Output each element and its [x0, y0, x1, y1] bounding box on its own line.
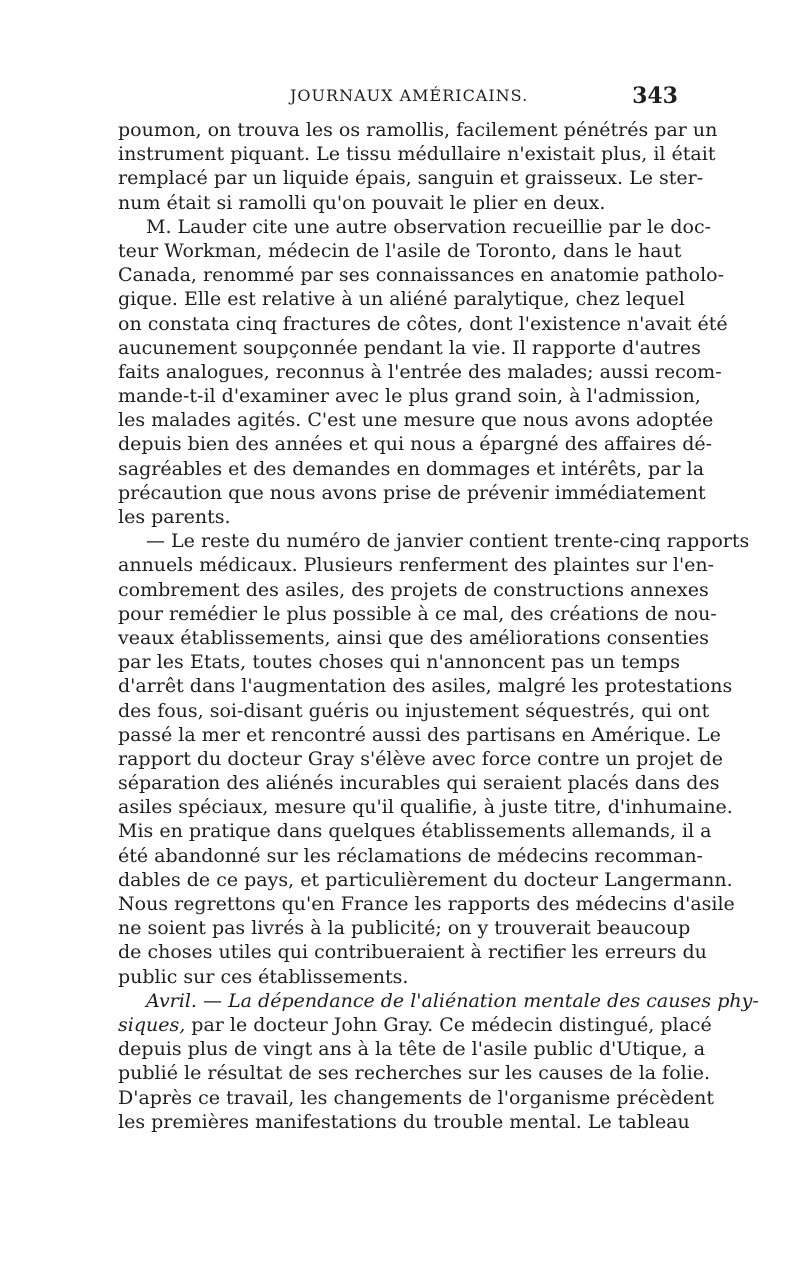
- text-line: veaux établissements, ainsi que des améliorations consenties: [118, 626, 709, 649]
- text-line: Nous regrettons qu'en France les rapports des médecins d'asile: [118, 893, 735, 915]
- text-line: les premières manifestations du trouble mental. Le tableau: [118, 1110, 690, 1133]
- text-line: de choses utiles qui contribueraient à rectifier les erreurs du: [118, 941, 707, 964]
- text-line: Canada, renommé par ses connaissances en anatomie patholo-: [118, 264, 725, 287]
- running-head: [118, 83, 680, 112]
- text-line: instrument piquant. Le tissu médullaire n'existait plus, il était: [118, 143, 716, 166]
- text-line: rapport du docteur Gray s'élève avec force contre un projet de: [118, 747, 723, 770]
- text-segment: par le docteur John Gray. Ce médecin distingué, placé: [185, 1013, 712, 1036]
- page-number: 343: [632, 83, 678, 109]
- text-line: ne soient pas livrés à la publicité; on y trouverait beaucoup: [118, 917, 691, 940]
- text-line: combrement des asiles, des projets de constructions annexes: [118, 578, 709, 601]
- text-line: dables de ce pays, et particulièrement du docteur Langermann.: [118, 868, 733, 891]
- text-line: num était si ramolli qu'on pouvait le plier en deux.: [118, 191, 606, 214]
- avril-line-1: [118, 989, 759, 1013]
- text-line: sagréables et des demandes en dommages et intérêts, par la: [118, 457, 705, 480]
- text-line: séparation des aliénés incurables qui seraient placés dans des: [118, 772, 720, 795]
- text-line: depuis bien des années et qui nous a épargné des affaires dé-: [118, 433, 713, 456]
- text-line: d'arrêt dans l'augmentation des asiles, malgré les protestations: [118, 675, 733, 698]
- text-line: — Le reste du numéro de janvier contient trente-cinq rapports: [146, 530, 750, 553]
- text-line: M. Lauder cite une autre observation recueillie par le doc-: [146, 215, 712, 238]
- text-line: des fous, soi-disant guéris ou injustement séquestrés, qui ont: [118, 699, 710, 722]
- avril-line-2: [118, 1013, 712, 1037]
- article-title-end: siques,: [118, 1013, 186, 1036]
- article-title: La dépendance de l'aliénation mentale des causes phy-: [228, 989, 759, 1012]
- text-line: annuels médicaux. Plusieurs renferment des plaintes sur l'en-: [118, 554, 715, 577]
- text-line: teur Workman, médecin de l'asile de Toronto, dans le haut: [118, 239, 682, 262]
- text-line: asiles spéciaux, mesure qu'il qualifie, à juste titre, d'inhumaine.: [118, 796, 733, 819]
- text-line: depuis plus de vingt ans à la tête de l'asile public d'Utique, a: [118, 1038, 706, 1061]
- text-line: Mis en pratique dans quelques établissements allemands, il a: [118, 820, 712, 843]
- text-line: remplacé par un liquide épais, sanguin et graisseux. Le ster-: [118, 167, 704, 190]
- text-line: passé la mer et rencontré aussi des partisans en Amérique. Le: [118, 723, 721, 746]
- section-label: Avril.: [146, 989, 197, 1012]
- text-line: poumon, on trouva les os ramollis, facilement pénétrés par un: [118, 119, 718, 141]
- text-line: précaution que nous avons prise de prévenir immédiatement: [118, 481, 706, 504]
- text-line: pour remédier le plus possible à ce mal, des créations de nou-: [118, 602, 717, 625]
- text-line: aucunement soupçonnée pendant la vie. Il rapporte d'autres: [118, 336, 701, 359]
- text-line: gique. Elle est relative à un aliéné paralytique, chez lequel: [118, 288, 685, 311]
- running-title: JOURNAUX AMÉRICAINS.: [290, 86, 529, 105]
- text-line: été abandonné sur les réclamations de médecins recomman-: [118, 844, 703, 867]
- text-line: mande-t-il d'examiner avec le plus grand soin, à l'admission,: [118, 385, 701, 408]
- body-text: [118, 118, 759, 1134]
- text-line: les parents.: [118, 506, 231, 528]
- text-line: les malades agités. C'est une mesure que nous avons adoptée: [118, 409, 714, 432]
- text-line: faits analogues, reconnus à l'entrée des malades; aussi recom-: [118, 360, 722, 383]
- text-line: par les Etats, toutes choses qui n'annoncent pas un temps: [118, 651, 680, 674]
- text-line: D'après ce travail, les changements de l'organisme précèdent: [118, 1086, 714, 1109]
- text-line: publié le résultat de ses recherches sur les causes de la folie.: [118, 1062, 711, 1085]
- em-dash: —: [196, 989, 229, 1012]
- text-line: public sur ces établissements.: [118, 965, 409, 988]
- text-line: on constata cinq fractures de côtes, dont l'existence n'avait été: [118, 312, 728, 335]
